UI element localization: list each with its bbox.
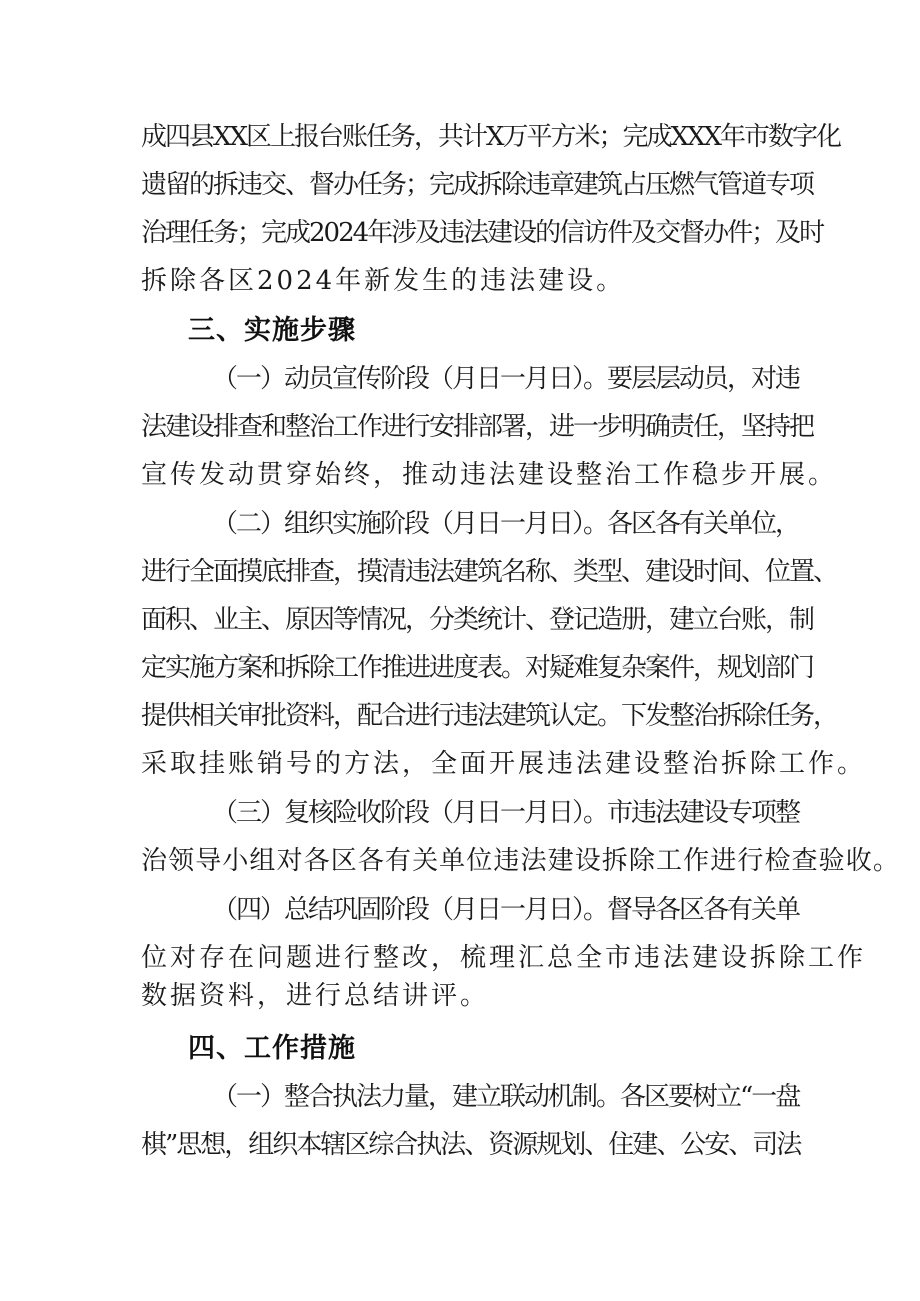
step-2-line-3: 面积、业主、原因等情况，分类统计、登记造册，建立台账，制	[141, 605, 814, 635]
step-2-line-2: 进行全面摸底排查，摸清违法建筑名称、类型、建设时间、位置、	[141, 557, 838, 587]
body-line-4: 拆除各区2024年新发生的违法建设。	[141, 266, 626, 296]
step-2-line-1: （二）组织实施阶段（月日一月日）。各区各有关单位，	[212, 509, 800, 539]
measure-1-line-2: 棋”思想，组织本辖区综合执法、资源规划、住建、公安、司法	[141, 1130, 801, 1160]
step-3-line-2: 治领导小组对各区各有关单位违法建设拆除工作进行检查验收。	[141, 846, 900, 876]
measure-1-line-1: （一）整合执法力量，建立联动机制。各区要树立“一盘	[212, 1082, 800, 1112]
step-2-line-6: 采取挂账销号的方法，全面开展违法建设整治拆除工作。	[141, 749, 867, 779]
step-2-line-5: 提供相关审批资料，配合进行违法建筑认定。下发整治拆除任务，	[141, 701, 838, 731]
section-heading-3: 三、实施步骤	[188, 315, 356, 346]
step-3-line-1: （三）复核险收阶段（月日一月日）。市违法建设专项整	[212, 798, 800, 828]
step-4-line-3: 数据资料，进行总结讲评。	[141, 981, 490, 1011]
step-1-line-3: 宣传发动贯穿始终，推动违法建设整治工作稳步开展。	[141, 460, 838, 490]
body-line-3: 治理任务；完成2024年涉及违法建设的信访件及交督办件；及时	[141, 218, 824, 248]
body-line-2: 遗留的拆违交、督办任务；完成拆除违章建筑占压燃气管道专项	[141, 170, 814, 200]
step-1-line-2: 法建设排查和整治工作进行安排部署，进一步明确责任，坚持把	[141, 412, 814, 442]
step-1-line-1: （一）动员宣传阶段（月日一月日）。要层层动员，对违	[212, 364, 800, 394]
step-2-line-4: 定实施方案和拆除工作推进进度表。对疑难复杂案件，规划部门	[141, 653, 814, 683]
body-line-1: 成四县XX区上报台账任务，共计X万平方米；完成XXX年市数字化	[141, 122, 841, 152]
section-heading-4: 四、工作措施	[188, 1033, 356, 1064]
step-4-line-1: （四）总结巩固阶段（月日一月日）。督导各区各有关单	[212, 895, 800, 925]
step-4-line-2: 位对存在问题进行整改，梳理汇总全市违法建设拆除工作	[141, 943, 867, 973]
